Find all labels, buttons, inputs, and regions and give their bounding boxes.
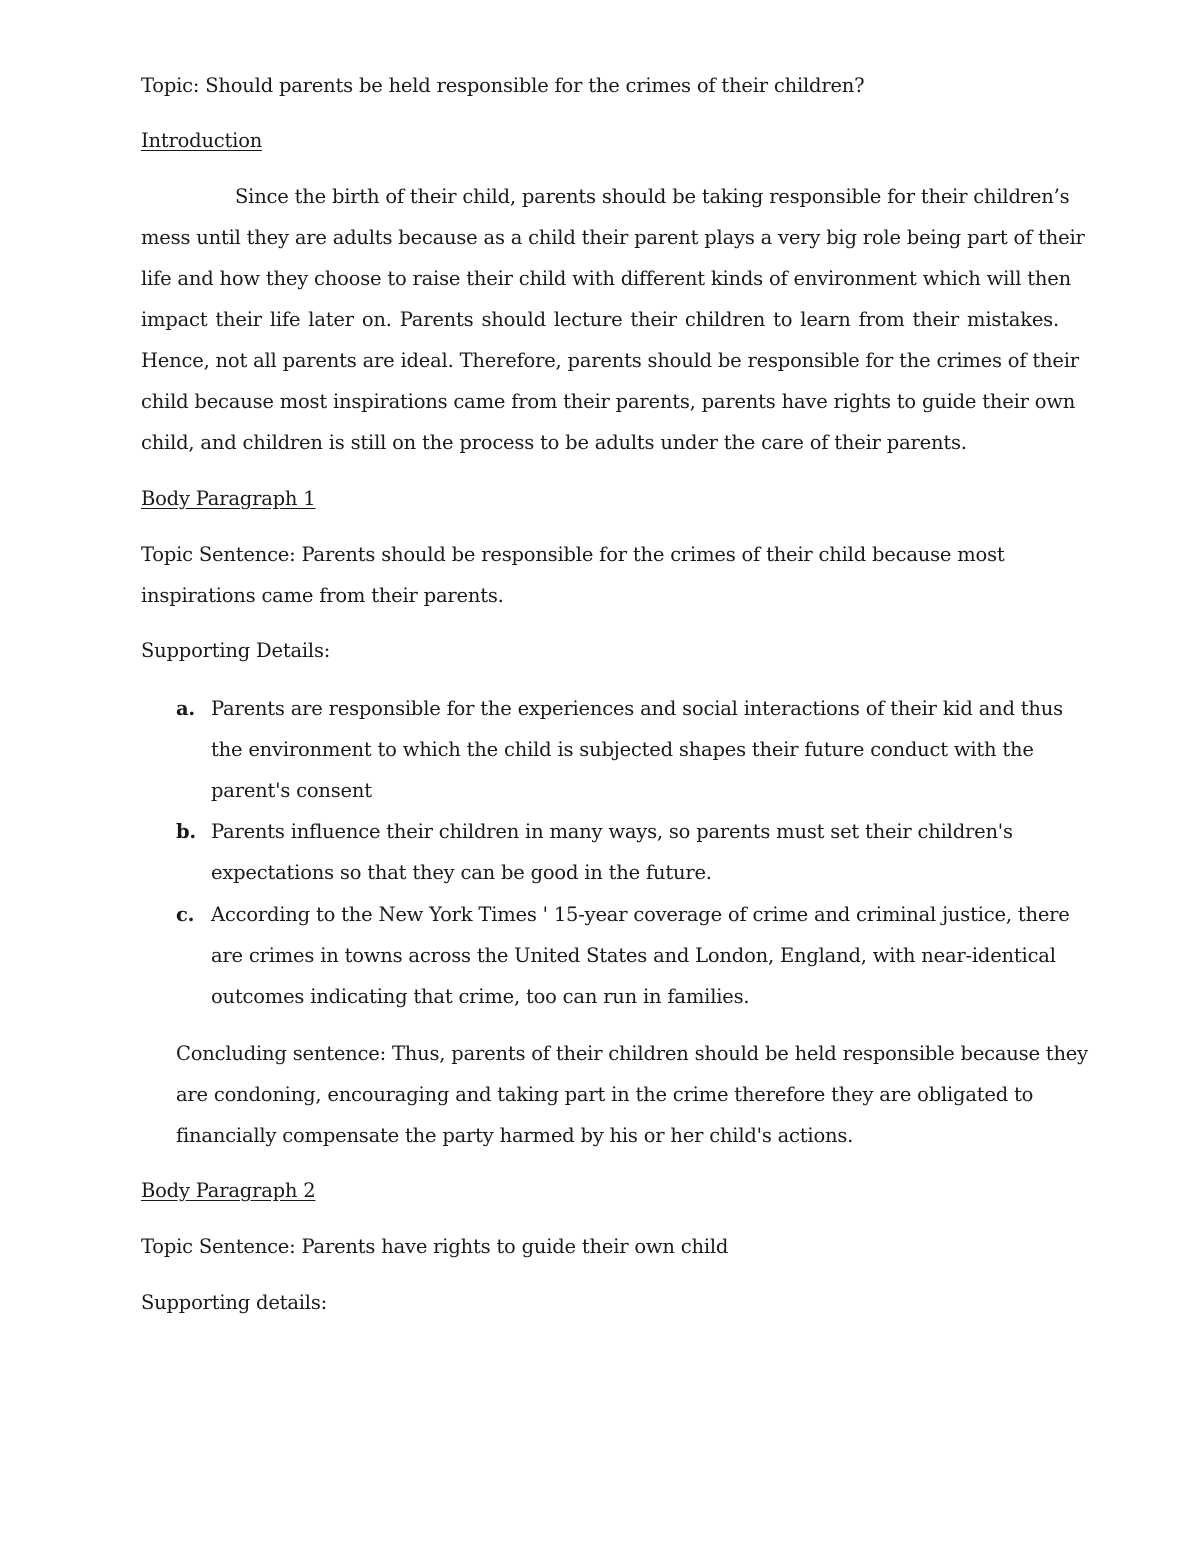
intro-line: child because most inspirations came from their parents, parents have rights to guide their own	[141, 390, 1076, 413]
list-item-line: Parents are responsible for the experiences and social interactions of their kid and thus	[211, 697, 1063, 720]
intro-line: Since the birth of their child, parents should be taking responsible for their children’s	[235, 185, 1070, 208]
list-item-line: the environment to which the child is subjected shapes their future conduct with the	[211, 738, 1034, 761]
introduction-heading: Introduction	[141, 129, 263, 152]
list-item-line: are crimes in towns across the United States and London, England, with near-identical	[211, 944, 1056, 967]
body1-topic-sentence	[141, 534, 1005, 616]
body1-concluding-sentence	[176, 1033, 1088, 1156]
list-marker: a.	[176, 697, 196, 720]
concluding-line: are condoning, encouraging and taking part in the crime therefore they are obligated to	[176, 1083, 1034, 1106]
intro-line: child, and children is still on the process to be adults under the care of their parents.	[141, 431, 967, 454]
concluding-line: Concluding sentence: Thus, parents of their children should be held responsible because they	[176, 1042, 1088, 1065]
list-item-line: outcomes indicating that crime, too can run in families.	[211, 985, 750, 1008]
introduction-paragraph	[141, 176, 1085, 463]
body1-supporting-label: Supporting Details:	[141, 639, 331, 662]
list-item-line: parent's consent	[211, 779, 372, 802]
list-marker: c.	[176, 903, 195, 926]
intro-line: Hence, not all parents are ideal. Therefore, parents should be responsible for the crimes of their	[141, 349, 1079, 372]
concluding-line: financially compensate the party harmed by his or her child's actions.	[176, 1124, 854, 1147]
intro-line: impact their life later on. Parents should lecture their children to learn from their mistakes.	[141, 308, 1059, 331]
body2-topic-sentence: Topic Sentence: Parents have rights to guide their own child	[141, 1235, 729, 1258]
list-item-line: According to the New York Times ' 15-year coverage of crime and criminal justice, there	[211, 903, 1070, 926]
list-item-line: Parents influence their children in many ways, so parents must set their children's	[211, 820, 1013, 843]
intro-line: life and how they choose to raise their child with different kinds of environment which will then	[141, 267, 1071, 290]
list-item-line: expectations so that they can be good in the future.	[211, 861, 712, 884]
body-paragraph-1-heading: Body Paragraph 1	[141, 487, 316, 510]
body2-supporting-label: Supporting details:	[141, 1291, 327, 1314]
body-paragraph-2-heading: Body Paragraph 2	[141, 1179, 316, 1202]
topic-line: Topic: Should parents be held responsible for the crimes of their children?	[141, 74, 865, 97]
body1-topic-line: Topic Sentence: Parents should be responsible for the crimes of their child because most	[141, 543, 1005, 566]
body1-topic-line: inspirations came from their parents.	[141, 584, 504, 607]
intro-line: mess until they are adults because as a child their parent plays a very big role being part of their	[141, 226, 1085, 249]
list-marker: b.	[176, 820, 197, 843]
